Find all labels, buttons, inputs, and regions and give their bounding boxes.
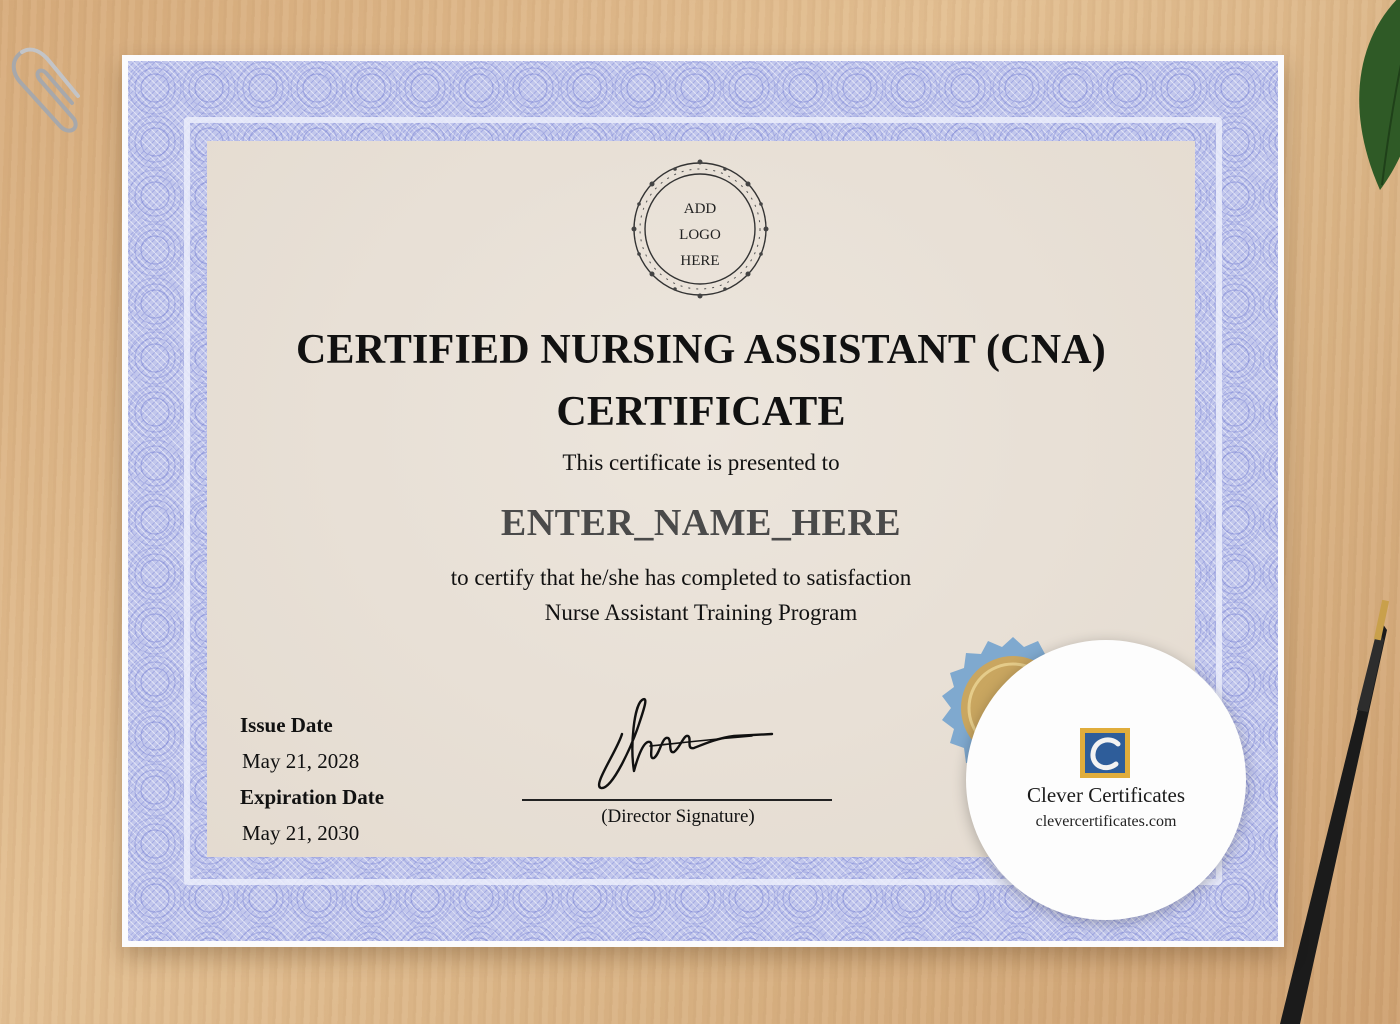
expiration-date-value: May 21, 2030 — [242, 821, 360, 845]
dates-block — [240, 707, 384, 851]
leaf-icon — [1340, 0, 1400, 210]
signature-line — [522, 799, 832, 801]
clever-certificates-logo-icon — [1080, 728, 1130, 778]
expiration-date-label: Expiration Date — [240, 785, 385, 809]
paperclip-icon — [2, 40, 82, 140]
brand-url[interactable]: clevercertificates.com — [1035, 813, 1177, 830]
signature-block — [522, 676, 834, 836]
presented-text: This certificate is presented to — [562, 450, 840, 475]
recipient-name: ENTER_NAME_HERE — [500, 502, 902, 544]
issue-date-value: May 21, 2028 — [242, 749, 360, 773]
logo-placeholder-line: LOGO — [679, 227, 721, 243]
brand-badge — [966, 640, 1246, 920]
signature-icon — [522, 676, 834, 796]
certify-text: to certify that he/she has completed to satisfaction — [450, 565, 912, 590]
logo-placeholder — [627, 156, 773, 302]
brand-name: Clever Certificates — [1026, 783, 1185, 807]
certificate-title — [207, 319, 1195, 443]
issue-date-label: Issue Date — [240, 713, 333, 737]
title-line-1: CERTIFIED NURSING ASSISTANT (CNA) — [296, 327, 1106, 373]
logo-placeholder-line: HERE — [680, 253, 720, 269]
program-name: Nurse Assistant Training Program — [544, 600, 858, 625]
title-line-2: CERTIFICATE — [556, 389, 846, 435]
signature-caption: (Director Signature) — [601, 806, 755, 827]
logo-placeholder-line: ADD — [683, 201, 717, 217]
